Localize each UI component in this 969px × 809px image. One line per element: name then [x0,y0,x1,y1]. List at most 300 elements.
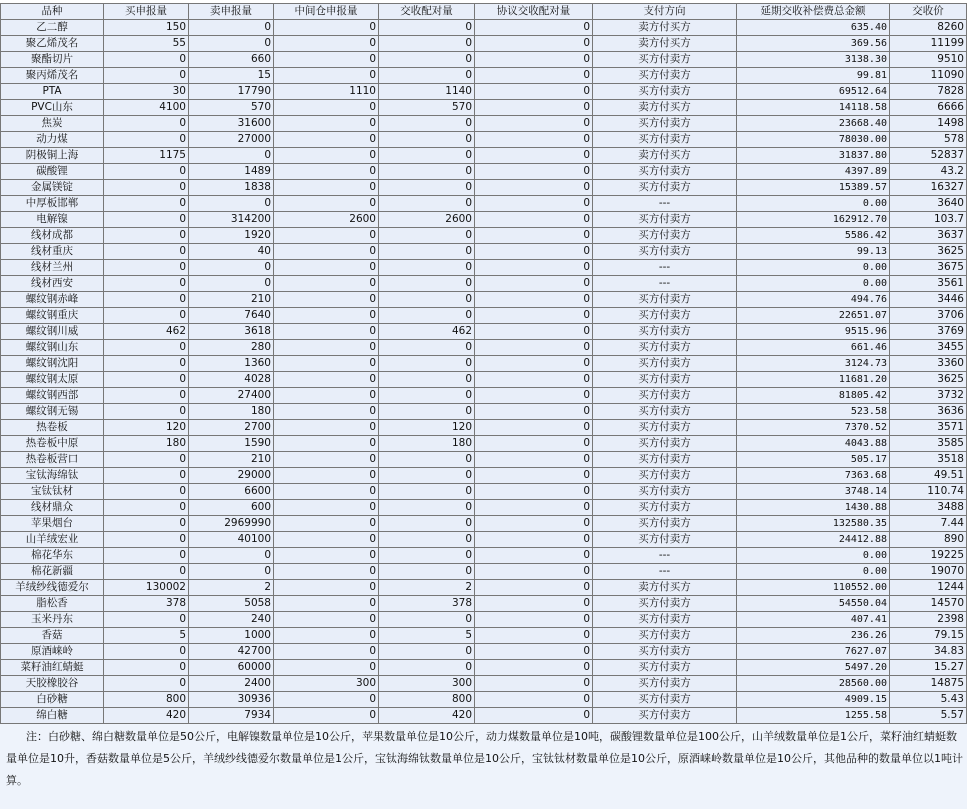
cell-buy-qty: 0 [104,164,189,180]
cell-matched-qty: 0 [379,500,475,516]
table-row [1,500,967,516]
cell-matched-qty: 0 [379,180,475,196]
cell-matched-qty: 0 [379,244,475,260]
cell-variety: PTA [1,84,104,100]
cell-sell-qty: 1360 [189,356,274,372]
cell-compensation: 23668.40 [737,116,890,132]
cell-pay-direction: 买方付卖方 [593,452,737,468]
cell-agreement-qty: 0 [475,388,593,404]
cell-variety: 螺纹钢重庆 [1,308,104,324]
cell-pay-direction: --- [593,564,737,580]
cell-agreement-qty: 0 [475,532,593,548]
cell-matched-qty: 1140 [379,84,475,100]
cell-compensation: 3748.14 [737,484,890,500]
cell-sell-qty: 60000 [189,660,274,676]
cell-buy-qty: 0 [104,180,189,196]
cell-pay-direction: 卖方付买方 [593,580,737,596]
cell-variety: 棉花新疆 [1,564,104,580]
cell-pay-direction: 买方付卖方 [593,420,737,436]
cell-pay-direction: 买方付卖方 [593,308,737,324]
cell-agreement-qty: 0 [475,708,593,724]
cell-matched-qty: 120 [379,420,475,436]
cell-pay-direction: 买方付卖方 [593,132,737,148]
cell-sell-qty: 280 [189,340,274,356]
cell-middle-qty: 0 [274,500,379,516]
cell-sell-qty: 0 [189,564,274,580]
cell-agreement-qty: 0 [475,356,593,372]
cell-middle-qty: 0 [274,580,379,596]
cell-variety: 玉米丹东 [1,612,104,628]
cell-buy-qty: 0 [104,452,189,468]
cell-sell-qty: 1920 [189,228,274,244]
cell-buy-qty: 0 [104,404,189,420]
cell-sell-qty: 2400 [189,676,274,692]
cell-buy-qty: 0 [104,388,189,404]
cell-agreement-qty: 0 [475,148,593,164]
cell-pay-direction: 买方付卖方 [593,708,737,724]
cell-middle-qty: 0 [274,452,379,468]
cell-price: 3571 [890,420,967,436]
table-row [1,452,967,468]
cell-variety: 聚酯切片 [1,52,104,68]
cell-compensation: 5586.42 [737,228,890,244]
cell-agreement-qty: 0 [475,676,593,692]
cell-pay-direction: 买方付卖方 [593,164,737,180]
header-price: 交收价 [890,4,967,20]
cell-matched-qty: 0 [379,372,475,388]
cell-compensation: 54550.04 [737,596,890,612]
cell-price: 5.57 [890,708,967,724]
cell-middle-qty: 0 [274,292,379,308]
cell-sell-qty: 314200 [189,212,274,228]
table-row [1,404,967,420]
cell-variety: 动力煤 [1,132,104,148]
cell-price: 1244 [890,580,967,596]
cell-sell-qty: 0 [189,260,274,276]
cell-matched-qty: 5 [379,628,475,644]
cell-buy-qty: 0 [104,228,189,244]
cell-price: 7828 [890,84,967,100]
cell-price: 578 [890,132,967,148]
cell-buy-qty: 0 [104,644,189,660]
cell-pay-direction: 买方付卖方 [593,516,737,532]
cell-buy-qty: 0 [104,500,189,516]
cell-matched-qty: 0 [379,660,475,676]
cell-matched-qty: 0 [379,132,475,148]
header-agreement-qty: 协议交收配对量 [475,4,593,20]
cell-price: 3488 [890,500,967,516]
cell-matched-qty: 0 [379,36,475,52]
cell-middle-qty: 0 [274,116,379,132]
cell-buy-qty: 1175 [104,148,189,164]
cell-compensation: 523.58 [737,404,890,420]
table-row [1,532,967,548]
cell-agreement-qty: 0 [475,84,593,100]
cell-matched-qty: 420 [379,708,475,724]
cell-agreement-qty: 0 [475,420,593,436]
cell-price: 14570 [890,596,967,612]
cell-compensation: 3138.30 [737,52,890,68]
cell-agreement-qty: 0 [475,484,593,500]
table-body [1,20,967,724]
cell-buy-qty: 0 [104,548,189,564]
cell-pay-direction: 买方付卖方 [593,180,737,196]
cell-pay-direction: 买方付卖方 [593,612,737,628]
cell-matched-qty: 0 [379,276,475,292]
cell-buy-qty: 0 [104,612,189,628]
cell-agreement-qty: 0 [475,292,593,308]
cell-matched-qty: 0 [379,452,475,468]
cell-matched-qty: 0 [379,20,475,36]
cell-matched-qty: 0 [379,404,475,420]
cell-matched-qty: 570 [379,100,475,116]
cell-sell-qty: 0 [189,148,274,164]
cell-middle-qty: 0 [274,180,379,196]
cell-agreement-qty: 0 [475,452,593,468]
cell-sell-qty: 660 [189,52,274,68]
cell-variety: 线材成都 [1,228,104,244]
cell-sell-qty: 600 [189,500,274,516]
cell-variety: 天胶橡胶谷 [1,676,104,692]
cell-buy-qty: 30 [104,84,189,100]
cell-agreement-qty: 0 [475,372,593,388]
cell-pay-direction: 买方付卖方 [593,596,737,612]
cell-sell-qty: 210 [189,452,274,468]
cell-sell-qty: 240 [189,612,274,628]
cell-middle-qty: 0 [274,340,379,356]
cell-compensation: 505.17 [737,452,890,468]
cell-price: 3637 [890,228,967,244]
cell-variety: 螺纹钢山东 [1,340,104,356]
cell-pay-direction: 买方付卖方 [593,84,737,100]
header-variety: 品种 [1,4,104,20]
cell-agreement-qty: 0 [475,100,593,116]
cell-agreement-qty: 0 [475,68,593,84]
table-row [1,356,967,372]
cell-compensation: 661.46 [737,340,890,356]
cell-agreement-qty: 0 [475,468,593,484]
cell-sell-qty: 30936 [189,692,274,708]
cell-variety: 宝钛钛材 [1,484,104,500]
cell-compensation: 1255.58 [737,708,890,724]
cell-variety: 螺纹钢太原 [1,372,104,388]
cell-middle-qty: 0 [274,164,379,180]
cell-agreement-qty: 0 [475,324,593,340]
table-row [1,196,967,212]
cell-variety: 线材鼎众 [1,500,104,516]
cell-buy-qty: 800 [104,692,189,708]
cell-agreement-qty: 0 [475,132,593,148]
cell-compensation: 3124.73 [737,356,890,372]
cell-sell-qty: 1838 [189,180,274,196]
cell-buy-qty: 378 [104,596,189,612]
cell-sell-qty: 4028 [189,372,274,388]
cell-compensation: 4397.89 [737,164,890,180]
cell-matched-qty: 0 [379,340,475,356]
cell-price: 8260 [890,20,967,36]
cell-agreement-qty: 0 [475,596,593,612]
cell-sell-qty: 2969990 [189,516,274,532]
cell-buy-qty: 0 [104,196,189,212]
cell-buy-qty: 130002 [104,580,189,596]
cell-matched-qty: 0 [379,388,475,404]
table-row [1,340,967,356]
cell-pay-direction: 买方付卖方 [593,372,737,388]
table-row [1,516,967,532]
cell-middle-qty: 0 [274,148,379,164]
cell-pay-direction: 买方付卖方 [593,228,737,244]
table-row [1,596,967,612]
cell-variety: 白砂糖 [1,692,104,708]
cell-buy-qty: 0 [104,532,189,548]
cell-agreement-qty: 0 [475,196,593,212]
cell-pay-direction: 买方付卖方 [593,468,737,484]
cell-middle-qty: 0 [274,628,379,644]
cell-compensation: 4909.15 [737,692,890,708]
cell-sell-qty: 5058 [189,596,274,612]
cell-agreement-qty: 0 [475,660,593,676]
cell-price: 3732 [890,388,967,404]
cell-compensation: 28560.00 [737,676,890,692]
cell-variety: 中厚板邯郸 [1,196,104,212]
cell-price: 3675 [890,260,967,276]
cell-variety: 电解镍 [1,212,104,228]
table-row [1,116,967,132]
cell-compensation: 0.00 [737,260,890,276]
cell-price: 3360 [890,356,967,372]
cell-middle-qty: 0 [274,404,379,420]
cell-middle-qty: 0 [274,708,379,724]
cell-buy-qty: 0 [104,564,189,580]
cell-matched-qty: 0 [379,148,475,164]
cell-variety: 热卷板中原 [1,436,104,452]
cell-price: 2398 [890,612,967,628]
cell-middle-qty: 0 [274,228,379,244]
table-row [1,84,967,100]
cell-matched-qty: 0 [379,532,475,548]
cell-matched-qty: 0 [379,484,475,500]
cell-pay-direction: 买方付卖方 [593,356,737,372]
cell-price: 43.2 [890,164,967,180]
cell-price: 890 [890,532,967,548]
cell-middle-qty: 0 [274,308,379,324]
cell-middle-qty: 2600 [274,212,379,228]
table-row [1,36,967,52]
cell-pay-direction: 买方付卖方 [593,404,737,420]
cell-middle-qty: 0 [274,132,379,148]
cell-sell-qty: 570 [189,100,274,116]
table-row [1,308,967,324]
cell-buy-qty: 0 [104,516,189,532]
cell-agreement-qty: 0 [475,436,593,452]
cell-pay-direction: --- [593,196,737,212]
cell-matched-qty: 0 [379,612,475,628]
cell-sell-qty: 0 [189,36,274,52]
table-row [1,580,967,596]
cell-price: 19225 [890,548,967,564]
cell-buy-qty: 0 [104,356,189,372]
cell-middle-qty: 0 [274,100,379,116]
header-compensation: 延期交收补偿费总金额 [737,4,890,20]
cell-compensation: 5497.20 [737,660,890,676]
cell-sell-qty: 29000 [189,468,274,484]
cell-matched-qty: 0 [379,52,475,68]
cell-sell-qty: 0 [189,548,274,564]
footnote-text: 注：白砂糖、绵白糖数量单位是50公斤，电解镍数量单位是10公斤，苹果数量单位是10公斤，动力煤数量单位是10吨，碳酸锂数量单位是100公斤，山羊绒数量单位是1公斤，菜籽油红蜻蜓数量单位是10升，香菇数量单位是5公斤，羊绒纱线德爱尔数量单位是1公斤，宝钛海绵钛数量单位是10公斤，宝钛钛材数量单位是10公斤，原酒崃岭数量单位是10公斤，其他品种的数量单位以1吨计算。 [6,730,963,787]
cell-buy-qty: 4100 [104,100,189,116]
cell-buy-qty: 120 [104,420,189,436]
cell-buy-qty: 0 [104,276,189,292]
cell-price: 34.83 [890,644,967,660]
table-row [1,164,967,180]
cell-matched-qty: 0 [379,644,475,660]
cell-sell-qty: 0 [189,276,274,292]
cell-middle-qty: 0 [274,516,379,532]
cell-matched-qty: 0 [379,548,475,564]
cell-matched-qty: 0 [379,116,475,132]
cell-pay-direction: 买方付卖方 [593,52,737,68]
cell-price: 3625 [890,244,967,260]
cell-buy-qty: 0 [104,244,189,260]
cell-buy-qty: 462 [104,324,189,340]
cell-sell-qty: 31600 [189,116,274,132]
table-row [1,388,967,404]
cell-compensation: 7627.07 [737,644,890,660]
cell-matched-qty: 180 [379,436,475,452]
cell-pay-direction: 买方付卖方 [593,532,737,548]
cell-compensation: 99.81 [737,68,890,84]
cell-middle-qty: 0 [274,532,379,548]
cell-agreement-qty: 0 [475,244,593,260]
cell-pay-direction: --- [593,276,737,292]
cell-pay-direction: 卖方付买方 [593,20,737,36]
cell-agreement-qty: 0 [475,612,593,628]
cell-middle-qty: 0 [274,564,379,580]
cell-compensation: 7370.52 [737,420,890,436]
cell-variety: 热卷板营口 [1,452,104,468]
cell-compensation: 110552.00 [737,580,890,596]
table-row [1,692,967,708]
cell-compensation: 132580.35 [737,516,890,532]
cell-sell-qty: 0 [189,196,274,212]
cell-pay-direction: 买方付卖方 [593,116,737,132]
cell-sell-qty: 42700 [189,644,274,660]
cell-compensation: 0.00 [737,196,890,212]
cell-compensation: 11681.20 [737,372,890,388]
cell-agreement-qty: 0 [475,36,593,52]
cell-pay-direction: 买方付卖方 [593,692,737,708]
cell-price: 52837 [890,148,967,164]
header-middle-qty: 中间仓申报量 [274,4,379,20]
cell-pay-direction: 卖方付买方 [593,100,737,116]
cell-variety: 聚丙烯茂名 [1,68,104,84]
cell-agreement-qty: 0 [475,228,593,244]
cell-pay-direction: 买方付卖方 [593,500,737,516]
cell-buy-qty: 55 [104,36,189,52]
cell-pay-direction: 买方付卖方 [593,660,737,676]
table-row [1,180,967,196]
cell-pay-direction: --- [593,260,737,276]
cell-price: 3561 [890,276,967,292]
cell-matched-qty: 800 [379,692,475,708]
cell-matched-qty: 0 [379,68,475,84]
cell-compensation: 31837.80 [737,148,890,164]
cell-agreement-qty: 0 [475,404,593,420]
cell-price: 49.51 [890,468,967,484]
cell-pay-direction: 买方付卖方 [593,324,737,340]
cell-price: 3625 [890,372,967,388]
cell-matched-qty: 0 [379,228,475,244]
cell-compensation: 0.00 [737,548,890,564]
cell-matched-qty: 0 [379,468,475,484]
cell-pay-direction: 买方付卖方 [593,340,737,356]
table-row [1,132,967,148]
table-row [1,292,967,308]
cell-sell-qty: 2700 [189,420,274,436]
cell-middle-qty: 0 [274,644,379,660]
cell-sell-qty: 6600 [189,484,274,500]
cell-agreement-qty: 0 [475,260,593,276]
table-row [1,276,967,292]
table-row [1,20,967,36]
table-row [1,436,967,452]
cell-matched-qty: 2 [379,580,475,596]
cell-middle-qty: 0 [274,324,379,340]
cell-sell-qty: 27000 [189,132,274,148]
cell-agreement-qty: 0 [475,500,593,516]
table-header-row [1,4,967,20]
cell-pay-direction: 买方付卖方 [593,68,737,84]
cell-matched-qty: 300 [379,676,475,692]
cell-pay-direction: 买方付卖方 [593,244,737,260]
header-matched-qty: 交收配对量 [379,4,475,20]
cell-agreement-qty: 0 [475,564,593,580]
cell-variety: 螺纹钢西部 [1,388,104,404]
cell-middle-qty: 0 [274,68,379,84]
cell-middle-qty: 0 [274,244,379,260]
cell-buy-qty: 180 [104,436,189,452]
cell-variety: 碳酸锂 [1,164,104,180]
table-row [1,660,967,676]
cell-sell-qty: 0 [189,20,274,36]
cell-sell-qty: 1000 [189,628,274,644]
cell-pay-direction: 买方付卖方 [593,676,737,692]
cell-price: 3769 [890,324,967,340]
cell-middle-qty: 0 [274,260,379,276]
cell-middle-qty: 0 [274,692,379,708]
cell-sell-qty: 210 [189,292,274,308]
cell-variety: 聚乙烯茂名 [1,36,104,52]
cell-agreement-qty: 0 [475,52,593,68]
cell-matched-qty: 0 [379,292,475,308]
cell-pay-direction: 买方付卖方 [593,388,737,404]
cell-price: 3706 [890,308,967,324]
cell-agreement-qty: 0 [475,580,593,596]
cell-variety: 热卷板 [1,420,104,436]
cell-middle-qty: 0 [274,436,379,452]
cell-variety: PVC山东 [1,100,104,116]
cell-compensation: 236.26 [737,628,890,644]
cell-middle-qty: 0 [274,372,379,388]
cell-agreement-qty: 0 [475,212,593,228]
cell-compensation: 1430.88 [737,500,890,516]
cell-variety: 线材重庆 [1,244,104,260]
cell-sell-qty: 3618 [189,324,274,340]
cell-variety: 绵白糖 [1,708,104,724]
cell-price: 110.74 [890,484,967,500]
cell-middle-qty: 0 [274,20,379,36]
cell-price: 3518 [890,452,967,468]
